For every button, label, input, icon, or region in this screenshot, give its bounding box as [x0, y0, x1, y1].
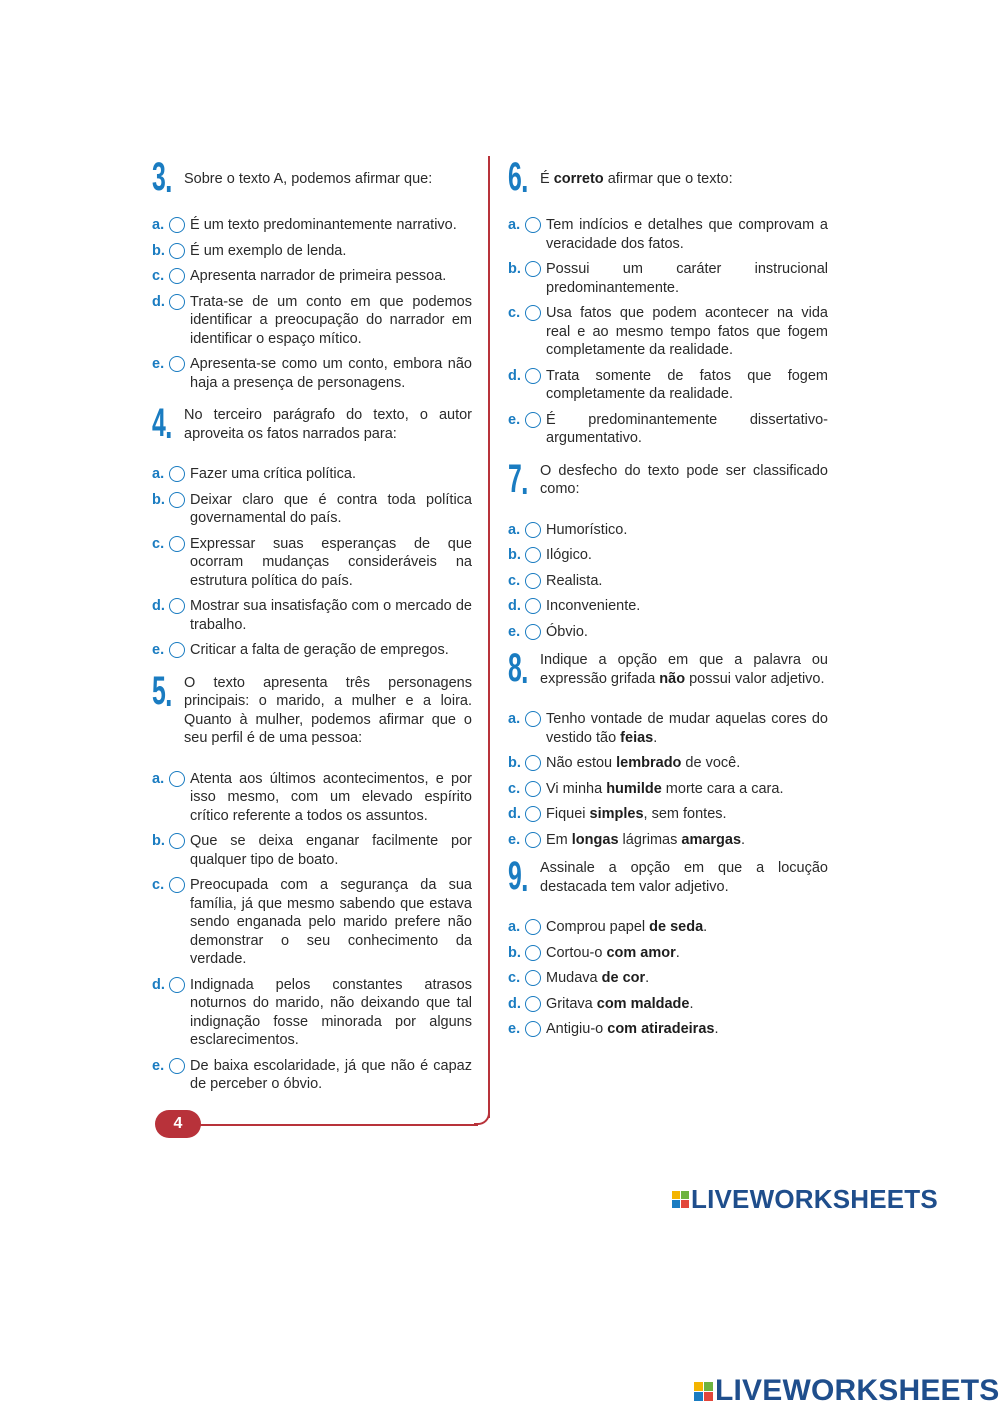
left-column: [152, 150, 472, 1101]
answer-radio[interactable]: [525, 598, 541, 614]
option[interactable]: [152, 976, 472, 1050]
answer-radio[interactable]: [525, 970, 541, 986]
liveworksheets-logo-icon: [672, 1191, 689, 1208]
options: [152, 465, 472, 660]
option-text: É um exemplo de lenda.: [190, 242, 347, 259]
page-number-badge: 4: [155, 1110, 201, 1138]
option[interactable]: [152, 770, 472, 826]
option-text-part: .: [741, 831, 746, 848]
question-9: [508, 854, 828, 1039]
footer-rule: [196, 1124, 478, 1126]
option-text: [546, 831, 828, 850]
option[interactable]: [508, 546, 828, 565]
logo-square: [672, 1191, 680, 1199]
option[interactable]: [508, 995, 828, 1014]
answer-radio[interactable]: [169, 598, 185, 614]
option-text-part: .: [645, 970, 650, 986]
option-letter: c.: [152, 877, 165, 893]
option-text: [546, 780, 828, 799]
answer-radio[interactable]: [525, 547, 541, 563]
logo-square: [694, 1382, 703, 1391]
option-letter: a.: [508, 919, 521, 935]
option-text-part: , sem fontes.: [643, 806, 727, 822]
option-text: Indignada pelos constantes atrasos noturnos do marido, não deixando que tal indignação fosse minorada por alguns esclarecimentos.: [190, 976, 472, 1048]
option-text: [546, 918, 828, 937]
option-text-part: Em: [546, 831, 572, 848]
question-text-emphasis: não: [659, 670, 686, 687]
option-text: É predominantemente dissertativo-argumentativo.: [546, 411, 828, 446]
answer-radio[interactable]: [169, 217, 185, 233]
answer-radio[interactable]: [169, 771, 185, 787]
logo-square: [694, 1392, 703, 1401]
option-letter: b.: [508, 755, 521, 771]
question-8: [508, 646, 828, 849]
option[interactable]: [508, 304, 828, 360]
option[interactable]: [152, 242, 472, 261]
option[interactable]: [508, 805, 828, 824]
option-text-part: .: [675, 944, 680, 961]
option-text: Tem indícios e detalhes que comprovam a veracidade dos fatos.: [546, 217, 828, 252]
option-letter: d.: [508, 995, 521, 1012]
option-letter: a.: [152, 466, 165, 482]
logo-square: [704, 1392, 713, 1401]
answer-radio[interactable]: [525, 711, 541, 727]
question-text: [536, 160, 828, 189]
column-divider: [488, 156, 490, 1118]
option-letter: a.: [508, 217, 521, 233]
option-letter: d.: [508, 806, 521, 822]
liveworksheets-wordmark: LIVEWORKSHEETS: [715, 1374, 1000, 1407]
options: [508, 710, 828, 849]
option-letter: b.: [152, 491, 165, 508]
answer-radio[interactable]: [525, 573, 541, 589]
question-5: [152, 668, 472, 1094]
option-text-part: Mudava: [546, 970, 602, 986]
option-text: Apresenta narrador de primeira pessoa.: [190, 268, 447, 284]
answer-radio[interactable]: [525, 261, 541, 277]
option-text: Preocupada com a segurança da sua família, já que mesmo sabendo que estava sendo enganada pelo marido prefere não demonstrar o seu conhecimento da verdade.: [190, 877, 472, 967]
option-text-part: Vi minha: [546, 780, 607, 797]
answer-radio[interactable]: [525, 755, 541, 771]
answer-radio[interactable]: [169, 356, 185, 372]
option-text: Usa fatos que podem acontecer na vida real e ao mesmo tempo fatos que fogem completamente da realidade.: [546, 305, 828, 358]
option-text-part: Cortou-o: [546, 944, 607, 961]
option[interactable]: [508, 572, 828, 591]
option-text-part: .: [703, 919, 708, 935]
option-text-part: lágrimas: [618, 831, 682, 848]
option-highlight: com atiradeiras: [607, 1021, 715, 1037]
option-highlight: lembrado: [616, 755, 682, 771]
option[interactable]: [152, 1057, 472, 1094]
options: [508, 216, 828, 448]
option-letter: b.: [508, 944, 521, 961]
option-letter: d.: [508, 367, 521, 384]
option-text: Óbvio.: [546, 623, 588, 640]
answer-radio[interactable]: [525, 522, 541, 538]
option-text-part: Fiquei: [546, 806, 590, 822]
option-text: Possui um caráter instrucional predominantemente.: [546, 261, 828, 296]
question-6: [508, 155, 828, 448]
option-text: [546, 710, 828, 747]
answer-radio[interactable]: [169, 977, 185, 993]
option[interactable]: [508, 216, 828, 253]
question-text-part: Indique a opção em que a palavra ou expressão grifada: [540, 652, 828, 687]
option-letter: d.: [508, 598, 521, 614]
option-letter: e.: [508, 623, 521, 640]
question-text-part: É: [540, 171, 554, 187]
option-text: Realista.: [546, 572, 603, 589]
options: [152, 770, 472, 1094]
option[interactable]: [508, 597, 828, 616]
option-letter: c.: [508, 780, 521, 797]
answer-radio[interactable]: [525, 781, 541, 797]
option-text: Trata somente de fatos que fogem completamente da realidade.: [546, 367, 828, 402]
question-7: [508, 456, 828, 642]
options: [152, 216, 472, 392]
logo-square: [681, 1191, 689, 1199]
question-text: No terceiro parágrafo do texto, o autor aproveita os fatos narrados para:: [184, 407, 472, 442]
option[interactable]: [508, 260, 828, 297]
liveworksheets-logo: [694, 1374, 1000, 1408]
question-number: 3: [152, 155, 166, 199]
option-letter: e.: [152, 1057, 165, 1074]
option-letter: a.: [152, 770, 165, 787]
question-number: 8: [508, 646, 522, 690]
option-text: Trata-se de um conto em que podemos identificar a preocupação do narrador em identificar o espaço mítico.: [190, 293, 472, 347]
answer-radio[interactable]: [169, 492, 185, 508]
question-text: Sobre o texto A, podemos afirmar que:: [184, 171, 433, 187]
option-text: Expressar suas esperanças de que ocorram mudanças consideráveis na estrutura política do país.: [190, 535, 472, 589]
option-highlight: humilde: [606, 780, 662, 797]
option-text: Inconveniente.: [546, 598, 641, 614]
answer-radio[interactable]: [525, 1021, 541, 1037]
option-text: [546, 1020, 828, 1039]
option-highlight: feias: [620, 729, 654, 746]
logo-square: [672, 1200, 680, 1208]
answer-radio[interactable]: [525, 368, 541, 384]
option-text-part: de você.: [681, 755, 741, 771]
liveworksheets-logo: [672, 1184, 938, 1215]
option[interactable]: [508, 969, 828, 988]
option-letter: b.: [152, 833, 165, 849]
answer-radio[interactable]: [525, 217, 541, 233]
question-number: 6: [508, 155, 522, 199]
option-letter: e.: [508, 831, 521, 848]
question-text: [536, 651, 828, 688]
option-highlight: com maldade: [596, 995, 690, 1012]
option[interactable]: [508, 710, 828, 747]
option-text: De baixa escolaridade, já que não é capaz de perceber o óbvio.: [190, 1057, 472, 1092]
answer-radio[interactable]: [169, 294, 185, 310]
option[interactable]: [508, 521, 828, 540]
option[interactable]: [152, 491, 472, 528]
option-letter: c.: [152, 535, 165, 552]
option-letter: d.: [152, 976, 165, 993]
answer-radio[interactable]: [525, 412, 541, 428]
option-text: Deixar claro que é contra toda política governamental do país.: [190, 491, 472, 526]
option[interactable]: [152, 597, 472, 634]
answer-radio[interactable]: [525, 624, 541, 640]
option-letter: a.: [508, 711, 521, 727]
option-text-part: .: [689, 995, 694, 1012]
option[interactable]: [152, 641, 472, 660]
option-highlight: amargas: [681, 831, 742, 848]
answer-radio[interactable]: [169, 642, 185, 658]
option[interactable]: [508, 367, 828, 404]
answer-radio[interactable]: [169, 877, 185, 893]
option-text: Fazer uma crítica política.: [190, 466, 356, 482]
option[interactable]: [152, 267, 472, 286]
option-letter: a.: [508, 521, 521, 538]
option-letter: a.: [152, 217, 165, 233]
option-text-part: morte cara a cara.: [661, 780, 784, 797]
option[interactable]: [508, 944, 828, 963]
option[interactable]: [152, 535, 472, 591]
option[interactable]: [508, 1020, 828, 1039]
option-highlight: com amor: [606, 944, 676, 961]
option-letter: d.: [152, 293, 165, 310]
logo-square: [681, 1200, 689, 1208]
option[interactable]: [152, 355, 472, 392]
option-text: [546, 944, 828, 963]
logo-square: [704, 1382, 713, 1391]
option-highlight: de cor: [601, 970, 646, 986]
liveworksheets-wordmark: LIVEWORKSHEETS: [691, 1184, 938, 1214]
option-highlight: simples: [589, 806, 644, 822]
option-text: É um texto predominantemente narrativo.: [190, 217, 457, 233]
option-text: Criticar a falta de geração de empregos.: [190, 642, 449, 658]
option-text: Ilógico.: [546, 547, 592, 563]
answer-radio[interactable]: [169, 833, 185, 849]
option-text-part: .: [714, 1021, 719, 1037]
answer-radio[interactable]: [169, 1058, 185, 1074]
option-highlight: de seda: [649, 919, 704, 935]
option-highlight: longas: [571, 831, 619, 848]
liveworksheets-logo-icon: [694, 1382, 713, 1401]
option[interactable]: [508, 623, 828, 642]
answer-radio[interactable]: [169, 536, 185, 552]
option[interactable]: [508, 780, 828, 799]
answer-radio[interactable]: [169, 466, 185, 482]
question-3: [152, 155, 472, 392]
question-text-part: possui valor adjetivo.: [685, 670, 825, 687]
option[interactable]: [152, 216, 472, 235]
option-text: Apresenta-se como um conto, embora não haja a presença de personagens.: [190, 356, 472, 391]
question-text: O desfecho do texto pode ser classificado como:: [540, 462, 828, 497]
option-letter: c.: [508, 970, 521, 986]
question-text: Assinale a opção em que a locução destacada tem valor adjetivo.: [540, 860, 828, 895]
answer-radio[interactable]: [525, 806, 541, 822]
option-letter: e.: [152, 642, 165, 658]
option-text: [546, 805, 828, 824]
option-text-part: Não estou: [546, 755, 617, 771]
option-letter: b.: [508, 547, 521, 563]
answer-radio[interactable]: [169, 243, 185, 259]
option-letter: e.: [508, 1021, 521, 1037]
option-letter: c.: [152, 268, 165, 284]
option-letter: c.: [508, 572, 521, 589]
option-text-part: Gritava: [546, 995, 597, 1012]
option-letter: d.: [152, 598, 165, 614]
question-number: 7: [508, 456, 522, 501]
question-text-emphasis: correto: [553, 171, 604, 187]
option[interactable]: [508, 754, 828, 773]
option[interactable]: [508, 918, 828, 937]
option-text: [546, 969, 828, 988]
option[interactable]: [152, 293, 472, 349]
divider-corner: [474, 1103, 490, 1125]
option-text: [546, 754, 828, 773]
question-number: 4: [152, 401, 166, 445]
question-4: [152, 401, 472, 660]
answer-radio[interactable]: [169, 268, 185, 284]
option-letter: b.: [508, 261, 521, 277]
option-letter: b.: [152, 242, 165, 259]
option-text: Que se deixa enganar facilmente por qualquer tipo de boato.: [190, 833, 472, 868]
answer-radio[interactable]: [525, 945, 541, 961]
option-text-part: Tenho vontade de mudar aquelas cores do vestido tão: [546, 711, 828, 746]
answer-radio[interactable]: [525, 305, 541, 321]
options: [508, 521, 828, 642]
option-text-part: Comprou papel: [546, 919, 650, 935]
options: [508, 918, 828, 1039]
right-column: [508, 150, 828, 1046]
option-text: Mostrar sua insatisfação com o mercado de trabalho.: [190, 598, 472, 633]
question-text: O texto apresenta três personagens principais: o marido, a mulher e a loira. Quanto à mulher, podemos afirmar que o seu perfil é de uma pessoa:: [184, 674, 472, 746]
option-text: [546, 995, 828, 1014]
option[interactable]: [152, 832, 472, 869]
option-text: Humorístico.: [546, 521, 628, 538]
question-text-part: afirmar que o texto:: [603, 171, 733, 187]
answer-radio[interactable]: [525, 996, 541, 1012]
option[interactable]: [508, 411, 828, 448]
option-text-part: Antigiu-o: [546, 1021, 608, 1037]
option-text: Atenta aos últimos acontecimentos, e por isso mesmo, com um elevado espírito crítico referente a todos os assuntos.: [190, 770, 472, 824]
answer-radio[interactable]: [525, 919, 541, 935]
option[interactable]: [508, 831, 828, 850]
answer-radio[interactable]: [525, 832, 541, 848]
option[interactable]: [152, 465, 472, 484]
option-text-part: .: [653, 729, 658, 746]
option[interactable]: [152, 876, 472, 969]
option-letter: c.: [508, 305, 521, 321]
question-number: 5: [152, 668, 166, 713]
option-letter: e.: [152, 356, 165, 372]
question-number: 9: [508, 854, 522, 898]
option-letter: e.: [508, 411, 521, 428]
